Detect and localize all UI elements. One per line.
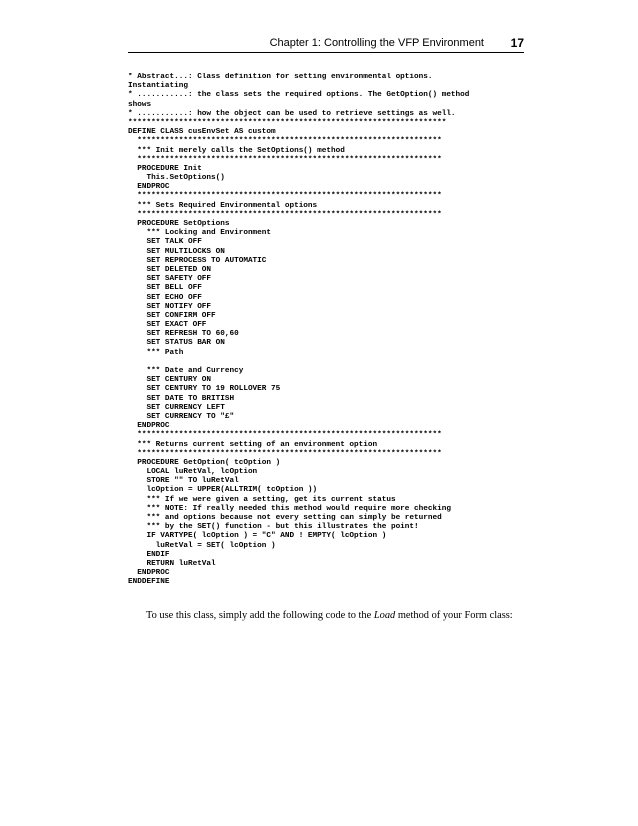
code-line: DEFINE CLASS cusEnvSet AS custom bbox=[128, 128, 276, 137]
code-line: *** by the SET() function - but this illustrates the point! bbox=[128, 523, 419, 532]
body-text-after: method of your Form class: bbox=[395, 610, 513, 621]
code-line: Instantiating bbox=[128, 82, 188, 91]
code-line: *** Sets Required Environmental options bbox=[128, 201, 318, 210]
code-line bbox=[128, 358, 528, 367]
code-line: SET SAFETY OFF bbox=[128, 275, 212, 284]
code-line: LOCAL luRetVal, lcOption bbox=[128, 468, 258, 477]
code-line: SET ECHO OFF bbox=[128, 293, 202, 302]
code-line: *** Locking and Environment bbox=[128, 229, 272, 238]
code-line: ****************************************************************** bbox=[128, 449, 442, 458]
code-line: * Abstract...: Class definition for setting environmental options. bbox=[128, 73, 433, 81]
code-line: STORE "" TO luRetVal bbox=[128, 477, 239, 486]
code-line: ****************************************************************** bbox=[128, 155, 442, 164]
code-line: ENDDEFINE bbox=[128, 578, 170, 587]
code-line: RETURN luRetVal bbox=[128, 559, 216, 568]
header-rule bbox=[128, 52, 524, 53]
code-line: SET REFRESH TO 60,60 bbox=[128, 330, 239, 339]
body-paragraph bbox=[146, 610, 616, 621]
code-line: luRetVal = SET( lcOption ) bbox=[128, 541, 276, 550]
code-line: PROCEDURE GetOption( tcOption ) bbox=[128, 458, 281, 467]
body-text-before: To use this class, simply add the following code to the bbox=[146, 610, 374, 621]
chapter-title: Chapter 1: Controlling the VFP Environment bbox=[269, 37, 484, 49]
code-line: *** NOTE: If really needed this method would require more checking bbox=[128, 504, 451, 513]
code-line: SET DATE TO BRITISH bbox=[128, 394, 235, 403]
code-line: *** Returns current setting of an environment option bbox=[128, 440, 378, 449]
code-listing bbox=[128, 73, 528, 588]
code-line: *** Path bbox=[128, 348, 184, 357]
code-line: PROCEDURE Init bbox=[128, 164, 202, 173]
code-line: *** and options because not every setting can simply be returned bbox=[128, 514, 442, 522]
code-line: SET STATUS BAR ON bbox=[128, 339, 225, 348]
code-line: SET TALK OFF bbox=[128, 238, 202, 247]
code-line: lcOption = UPPER(ALLTRIM( tcOption )) bbox=[128, 486, 318, 495]
code-line: SET CONFIRM OFF bbox=[128, 311, 216, 320]
code-line: SET EXACT OFF bbox=[128, 321, 207, 330]
code-line: SET CURRENCY TO "£" bbox=[128, 412, 235, 421]
code-line: ****************************************************************** bbox=[128, 431, 442, 440]
code-line: ENDPROC bbox=[128, 422, 170, 431]
code-line: SET CENTURY ON bbox=[128, 376, 212, 385]
code-line: ENDIF bbox=[128, 550, 170, 559]
code-line: ENDPROC bbox=[128, 183, 170, 192]
code-line: ENDPROC bbox=[128, 569, 170, 578]
code-line: *** Init merely calls the SetOptions() method bbox=[128, 146, 345, 155]
code-line: *** Date and Currency bbox=[128, 367, 244, 375]
code-line: IF VARTYPE( lcOption ) = "C" AND ! EMPTY( lcOption ) bbox=[128, 532, 387, 541]
code-line: SET BELL OFF bbox=[128, 284, 202, 293]
code-line: SET NOTIFY OFF bbox=[128, 302, 212, 311]
code-line: shows bbox=[128, 100, 152, 109]
code-line: ****************************************************************** bbox=[128, 137, 442, 146]
code-line: This.SetOptions() bbox=[128, 174, 225, 183]
code-line: SET DELETED ON bbox=[128, 265, 212, 274]
code-line: ********************************************************************* bbox=[128, 118, 447, 127]
code-line: * ...........: how the object can be used to retrieve settings as well. bbox=[128, 109, 456, 118]
code-line: SET MULTILOCKS ON bbox=[128, 247, 225, 256]
code-line: * ...........: the class sets the required options. The GetOption() method bbox=[128, 91, 470, 100]
code-line: ****************************************************************** bbox=[128, 210, 442, 219]
code-line: SET CENTURY TO 19 ROLLOVER 75 bbox=[128, 385, 281, 394]
code-line: ****************************************************************** bbox=[128, 192, 442, 201]
page-header bbox=[128, 36, 524, 52]
body-text-emphasis: Load bbox=[373, 610, 396, 621]
page-number: 17 bbox=[510, 36, 524, 50]
code-line: SET CURRENCY LEFT bbox=[128, 403, 225, 412]
code-line: *** If we were given a setting, get its current status bbox=[128, 495, 396, 504]
code-line: SET REPROCESS TO AUTOMATIC bbox=[128, 256, 267, 265]
code-line: PROCEDURE SetOptions bbox=[128, 220, 230, 228]
